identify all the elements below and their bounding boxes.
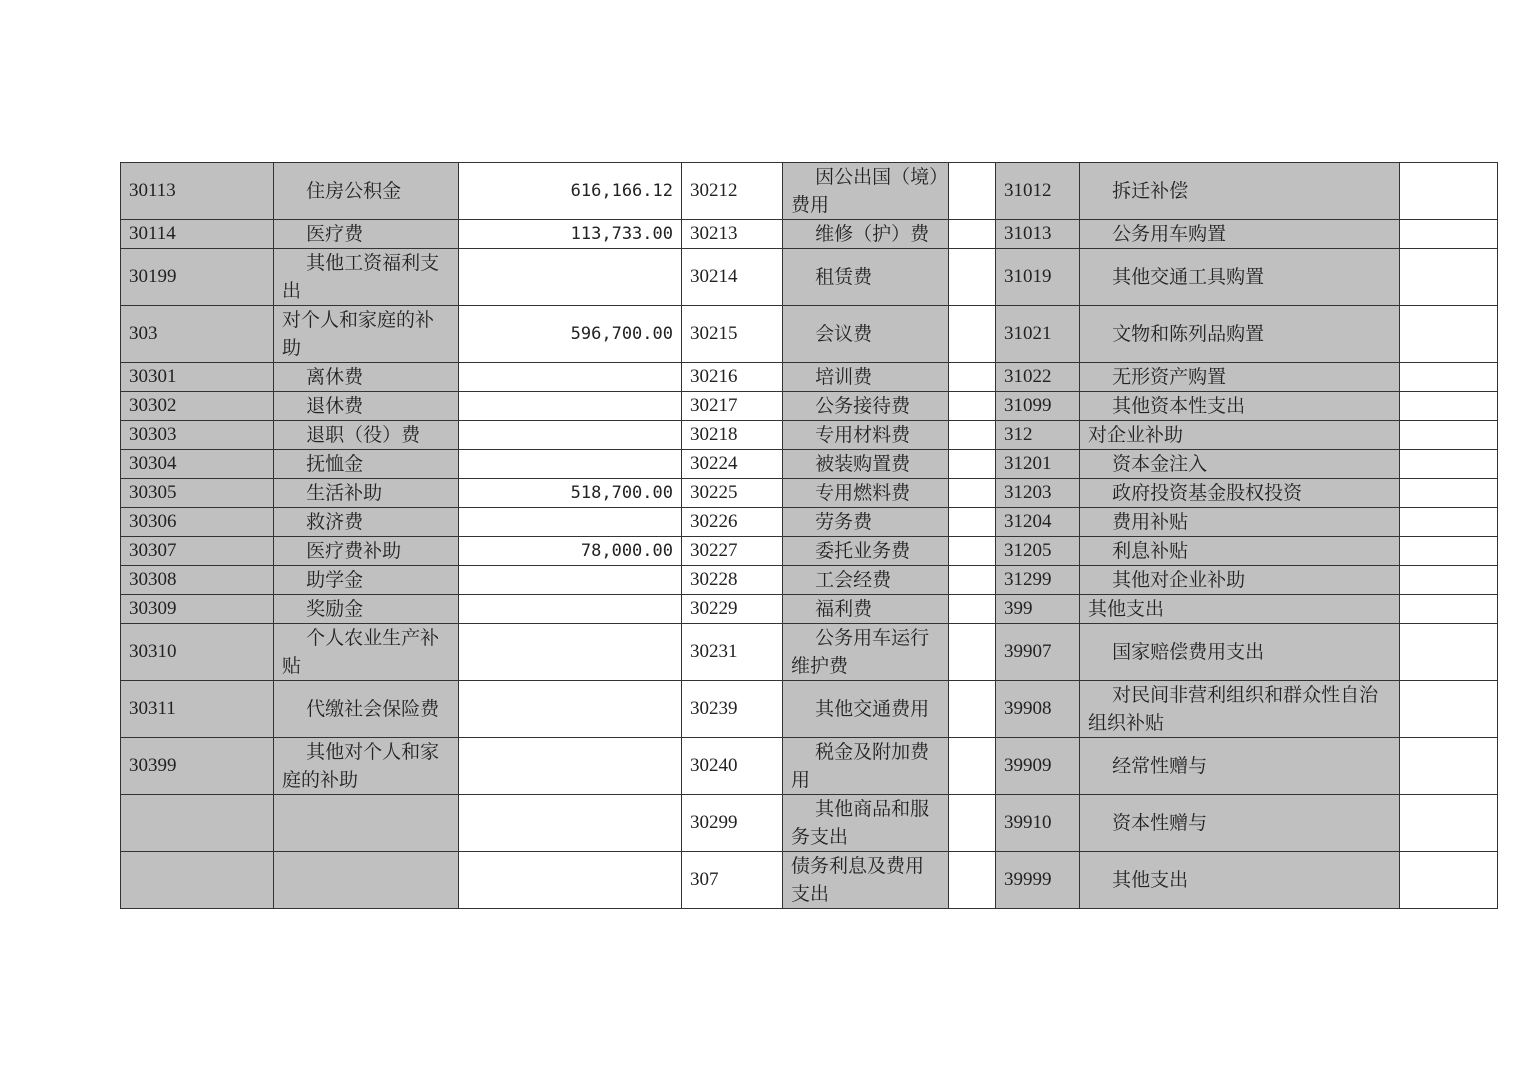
name-cell-text: 税金及附加费用	[791, 741, 930, 791]
code-cell	[996, 220, 1080, 249]
code-cell-text: 31019	[1004, 266, 1052, 287]
code-cell	[121, 508, 274, 537]
table-row	[121, 566, 1498, 595]
name-cell	[274, 249, 459, 306]
amount-cell	[1400, 421, 1498, 450]
name-cell-text: 福利费	[815, 598, 873, 620]
name-cell	[1080, 508, 1400, 537]
amount-cell	[1400, 738, 1498, 795]
name-cell-text: 离休费	[306, 366, 364, 388]
name-cell-text: 会议费	[815, 323, 873, 345]
amount-cell	[459, 421, 682, 450]
table-row	[121, 363, 1498, 392]
code-cell-text: 39907	[1004, 641, 1052, 662]
name-cell-text: 费用补贴	[1112, 511, 1189, 533]
amount-cell	[459, 220, 682, 249]
name-cell	[1080, 306, 1400, 363]
name-cell-text: 专用燃料费	[815, 482, 911, 504]
code-cell	[996, 450, 1080, 479]
code-cell	[996, 363, 1080, 392]
amount-cell-text: 78,000.00	[580, 541, 673, 561]
name-cell	[1080, 363, 1400, 392]
name-cell-text: 租赁费	[815, 266, 873, 288]
budget-table	[120, 162, 1498, 909]
code-cell-text: 30311	[129, 698, 176, 719]
code-cell	[682, 595, 783, 624]
name-cell	[274, 681, 459, 738]
code-cell	[996, 249, 1080, 306]
code-cell-text: 39909	[1004, 755, 1052, 776]
name-cell-text: 对企业补助	[1088, 424, 1184, 446]
amount-cell	[949, 852, 996, 909]
table-row	[121, 450, 1498, 479]
name-cell	[1080, 163, 1400, 220]
name-cell-text: 其他交通费用	[815, 698, 930, 720]
name-cell	[1080, 421, 1400, 450]
code-cell	[682, 163, 783, 220]
table-row	[121, 479, 1498, 508]
name-cell	[783, 363, 949, 392]
name-cell	[1080, 595, 1400, 624]
table-row	[121, 508, 1498, 537]
code-cell-text: 30301	[129, 366, 177, 387]
name-cell-text: 资本金注入	[1112, 453, 1208, 475]
code-cell-text: 30113	[129, 180, 176, 201]
name-cell	[783, 566, 949, 595]
amount-cell	[949, 163, 996, 220]
table-body	[121, 163, 1498, 909]
code-cell-text: 31201	[1004, 453, 1052, 474]
name-cell	[274, 421, 459, 450]
code-cell	[996, 421, 1080, 450]
code-cell	[682, 508, 783, 537]
name-cell	[1080, 624, 1400, 681]
amount-cell	[459, 852, 682, 909]
table-row	[121, 249, 1498, 306]
amount-cell	[949, 220, 996, 249]
code-cell-text: 30217	[690, 395, 738, 416]
code-cell-text: 31021	[1004, 323, 1052, 344]
name-cell	[1080, 852, 1400, 909]
name-cell	[1080, 681, 1400, 738]
code-cell-text: 30229	[690, 598, 738, 619]
code-cell	[121, 595, 274, 624]
amount-cell	[1400, 450, 1498, 479]
name-cell-text: 委托业务费	[815, 540, 911, 562]
name-cell	[1080, 450, 1400, 479]
amount-cell	[1400, 595, 1498, 624]
code-cell	[996, 392, 1080, 421]
amount-cell	[1400, 163, 1498, 220]
code-cell-text: 31204	[1004, 511, 1052, 532]
amount-cell	[949, 479, 996, 508]
code-cell	[121, 249, 274, 306]
code-cell	[996, 163, 1080, 220]
code-cell-text: 30308	[129, 569, 177, 590]
code-cell	[121, 450, 274, 479]
code-cell-text: 30224	[690, 453, 738, 474]
name-cell-text: 培训费	[815, 366, 873, 388]
code-cell	[682, 738, 783, 795]
amount-cell	[459, 537, 682, 566]
name-cell	[783, 852, 949, 909]
name-cell-text: 其他交通工具购置	[1112, 266, 1265, 288]
table-row	[121, 421, 1498, 450]
code-cell	[996, 738, 1080, 795]
code-cell	[121, 220, 274, 249]
code-cell-text: 30218	[690, 424, 738, 445]
amount-cell-text: 616,166.12	[570, 181, 673, 201]
amount-cell	[459, 163, 682, 220]
name-cell	[1080, 392, 1400, 421]
name-cell	[1080, 795, 1400, 852]
name-cell-text: 其他支出	[1088, 598, 1165, 620]
name-cell	[783, 220, 949, 249]
code-cell	[996, 508, 1080, 537]
name-cell	[783, 479, 949, 508]
table-row	[121, 306, 1498, 363]
code-cell-text: 30214	[690, 266, 738, 287]
code-cell	[682, 624, 783, 681]
name-cell-text: 公务接待费	[815, 395, 911, 417]
name-cell	[274, 479, 459, 508]
name-cell	[274, 795, 459, 852]
name-cell-text: 工会经费	[815, 569, 892, 591]
code-cell	[682, 306, 783, 363]
name-cell-text: 其他对企业补助	[1112, 569, 1246, 591]
name-cell	[783, 249, 949, 306]
name-cell	[783, 392, 949, 421]
amount-cell	[1400, 795, 1498, 852]
code-cell-text: 31099	[1004, 395, 1052, 416]
name-cell	[274, 508, 459, 537]
table-row	[121, 738, 1498, 795]
name-cell-text: 利息补贴	[1112, 540, 1189, 562]
amount-cell	[459, 508, 682, 537]
name-cell-text: 债务利息及费用支出	[791, 855, 925, 905]
name-cell-text: 个人农业生产补贴	[282, 627, 440, 677]
name-cell-text: 代缴社会保险费	[306, 698, 440, 720]
name-cell	[274, 392, 459, 421]
name-cell	[274, 450, 459, 479]
code-cell	[121, 163, 274, 220]
name-cell-text: 其他工资福利支出	[282, 252, 440, 302]
code-cell-text: 39910	[1004, 812, 1052, 833]
amount-cell	[459, 566, 682, 595]
code-cell-text: 30216	[690, 366, 738, 387]
code-cell-text: 30199	[129, 266, 177, 287]
amount-cell	[1400, 306, 1498, 363]
code-cell-text: 30215	[690, 323, 738, 344]
code-cell	[121, 624, 274, 681]
name-cell	[274, 537, 459, 566]
name-cell	[1080, 537, 1400, 566]
code-cell-text: 30228	[690, 569, 738, 590]
code-cell-text: 30304	[129, 453, 177, 474]
name-cell-text: 维修（护）费	[815, 223, 930, 245]
code-cell-text: 30212	[690, 180, 738, 201]
code-cell-text: 31299	[1004, 569, 1052, 590]
code-cell	[121, 681, 274, 738]
name-cell-text: 文物和陈列品购置	[1112, 323, 1265, 345]
name-cell	[274, 363, 459, 392]
code-cell-text: 30309	[129, 598, 177, 619]
amount-cell	[459, 681, 682, 738]
amount-cell	[949, 450, 996, 479]
amount-cell	[949, 363, 996, 392]
name-cell	[783, 508, 949, 537]
amount-cell	[949, 624, 996, 681]
amount-cell-text: 518,700.00	[570, 483, 673, 503]
name-cell	[783, 421, 949, 450]
amount-cell	[949, 566, 996, 595]
table-row	[121, 795, 1498, 852]
name-cell	[274, 163, 459, 220]
code-cell-text: 399	[1004, 598, 1033, 619]
amount-cell	[459, 363, 682, 392]
code-cell	[996, 624, 1080, 681]
name-cell	[1080, 249, 1400, 306]
amount-cell	[949, 595, 996, 624]
name-cell-text: 救济费	[306, 511, 364, 533]
code-cell	[996, 566, 1080, 595]
name-cell	[783, 537, 949, 566]
code-cell-text: 31205	[1004, 540, 1052, 561]
code-cell-text: 30307	[129, 540, 177, 561]
code-cell-text: 307	[690, 869, 719, 890]
name-cell	[783, 795, 949, 852]
name-cell-text: 拆迁补偿	[1112, 180, 1189, 202]
amount-cell	[459, 306, 682, 363]
amount-cell-text: 113,733.00	[570, 224, 673, 244]
name-cell-text: 其他支出	[1112, 869, 1189, 891]
amount-cell	[1400, 392, 1498, 421]
name-cell	[783, 681, 949, 738]
table-row	[121, 220, 1498, 249]
code-cell-text: 30303	[129, 424, 177, 445]
name-cell-text: 无形资产购置	[1112, 366, 1227, 388]
code-cell	[996, 479, 1080, 508]
code-cell	[682, 450, 783, 479]
code-cell	[682, 249, 783, 306]
code-cell-text: 30306	[129, 511, 177, 532]
code-cell	[121, 306, 274, 363]
code-cell	[121, 795, 274, 852]
code-cell-text: 303	[129, 323, 158, 344]
code-cell-text: 30226	[690, 511, 738, 532]
code-cell-text: 30299	[690, 812, 738, 833]
name-cell-text: 其他资本性支出	[1112, 395, 1246, 417]
name-cell-text: 因公出国（境）费用	[791, 166, 939, 216]
code-cell	[682, 421, 783, 450]
table-row	[121, 681, 1498, 738]
code-cell	[121, 363, 274, 392]
code-cell	[121, 421, 274, 450]
table-row	[121, 852, 1498, 909]
name-cell-text: 对个人和家庭的补助	[282, 309, 435, 359]
amount-cell	[1400, 852, 1498, 909]
amount-cell	[459, 392, 682, 421]
name-cell	[1080, 220, 1400, 249]
name-cell	[783, 595, 949, 624]
code-cell	[996, 306, 1080, 363]
code-cell-text: 30302	[129, 395, 177, 416]
name-cell-text: 退职（役）费	[306, 424, 421, 446]
amount-cell	[949, 738, 996, 795]
name-cell-text: 国家赔偿费用支出	[1112, 641, 1265, 663]
name-cell	[783, 738, 949, 795]
name-cell-text: 奖励金	[306, 598, 364, 620]
code-cell	[682, 852, 783, 909]
amount-cell	[1400, 363, 1498, 392]
amount-cell	[949, 421, 996, 450]
table-row	[121, 595, 1498, 624]
amount-cell	[1400, 537, 1498, 566]
amount-cell	[1400, 566, 1498, 595]
code-cell-text: 30305	[129, 482, 177, 503]
name-cell	[1080, 566, 1400, 595]
table-row	[121, 163, 1498, 220]
name-cell	[274, 566, 459, 595]
amount-cell	[949, 249, 996, 306]
amount-cell	[949, 306, 996, 363]
code-cell-text: 39908	[1004, 698, 1052, 719]
name-cell-text: 生活补助	[306, 482, 383, 504]
code-cell-text: 30227	[690, 540, 738, 561]
amount-cell	[459, 249, 682, 306]
name-cell-text: 抚恤金	[306, 453, 364, 475]
code-cell	[682, 681, 783, 738]
amount-cell	[949, 537, 996, 566]
code-cell	[996, 595, 1080, 624]
code-cell	[121, 738, 274, 795]
name-cell	[274, 624, 459, 681]
amount-cell	[459, 479, 682, 508]
name-cell-text: 医疗费	[306, 223, 364, 245]
code-cell	[121, 566, 274, 595]
code-cell-text: 30114	[129, 223, 176, 244]
code-cell	[682, 537, 783, 566]
code-cell-text: 312	[1004, 424, 1033, 445]
code-cell-text: 30310	[129, 641, 177, 662]
name-cell-text: 其他商品和服务支出	[791, 798, 930, 848]
name-cell-text: 经常性赠与	[1112, 755, 1208, 777]
name-cell-text: 政府投资基金股权投资	[1112, 482, 1303, 504]
code-cell	[121, 479, 274, 508]
name-cell-text: 资本性赠与	[1112, 812, 1208, 834]
code-cell-text: 31012	[1004, 180, 1052, 201]
name-cell-text: 公务用车购置	[1112, 223, 1227, 245]
code-cell	[996, 681, 1080, 738]
code-cell	[121, 852, 274, 909]
code-cell-text: 30213	[690, 223, 738, 244]
code-cell	[682, 566, 783, 595]
amount-cell	[949, 392, 996, 421]
code-cell-text: 31022	[1004, 366, 1052, 387]
name-cell	[274, 738, 459, 795]
name-cell	[1080, 738, 1400, 795]
code-cell-text: 30231	[690, 641, 738, 662]
amount-cell	[949, 681, 996, 738]
code-cell	[121, 537, 274, 566]
code-cell-text: 30225	[690, 482, 738, 503]
name-cell-text: 被装购置费	[815, 453, 911, 475]
amount-cell	[459, 738, 682, 795]
code-cell	[996, 795, 1080, 852]
code-cell-text: 30399	[129, 755, 177, 776]
amount-cell	[1400, 508, 1498, 537]
amount-cell	[949, 508, 996, 537]
table-row	[121, 392, 1498, 421]
amount-cell	[459, 624, 682, 681]
name-cell	[274, 595, 459, 624]
code-cell-text: 39999	[1004, 869, 1052, 890]
amount-cell	[459, 795, 682, 852]
amount-cell-text: 596,700.00	[570, 324, 673, 344]
code-cell	[682, 220, 783, 249]
name-cell	[1080, 479, 1400, 508]
code-cell-text: 30240	[690, 755, 738, 776]
name-cell	[783, 450, 949, 479]
amount-cell	[1400, 220, 1498, 249]
code-cell	[996, 537, 1080, 566]
code-cell	[682, 363, 783, 392]
code-cell-text: 31203	[1004, 482, 1052, 503]
amount-cell	[1400, 624, 1498, 681]
code-cell	[996, 852, 1080, 909]
code-cell	[682, 795, 783, 852]
amount-cell	[1400, 479, 1498, 508]
amount-cell	[1400, 249, 1498, 306]
name-cell-text: 退休费	[306, 395, 364, 417]
name-cell-text: 公务用车运行维护费	[791, 627, 930, 677]
name-cell-text: 住房公积金	[306, 180, 402, 202]
name-cell	[783, 306, 949, 363]
name-cell	[274, 306, 459, 363]
code-cell	[682, 392, 783, 421]
name-cell-text: 其他对个人和家庭的补助	[282, 741, 440, 791]
code-cell	[121, 392, 274, 421]
code-cell-text: 31013	[1004, 223, 1052, 244]
amount-cell	[949, 795, 996, 852]
amount-cell	[1400, 681, 1498, 738]
table-row	[121, 624, 1498, 681]
name-cell	[274, 220, 459, 249]
table-row	[121, 537, 1498, 566]
code-cell-text: 30239	[690, 698, 738, 719]
amount-cell	[459, 595, 682, 624]
name-cell	[783, 624, 949, 681]
name-cell-text: 医疗费补助	[306, 540, 402, 562]
name-cell-text: 对民间非营利组织和群众性自治组织补贴	[1088, 684, 1379, 734]
name-cell-text: 劳务费	[815, 511, 873, 533]
name-cell-text: 专用材料费	[815, 424, 911, 446]
name-cell	[274, 852, 459, 909]
code-cell	[682, 479, 783, 508]
name-cell-text: 助学金	[306, 569, 364, 591]
name-cell	[783, 163, 949, 220]
amount-cell	[459, 450, 682, 479]
